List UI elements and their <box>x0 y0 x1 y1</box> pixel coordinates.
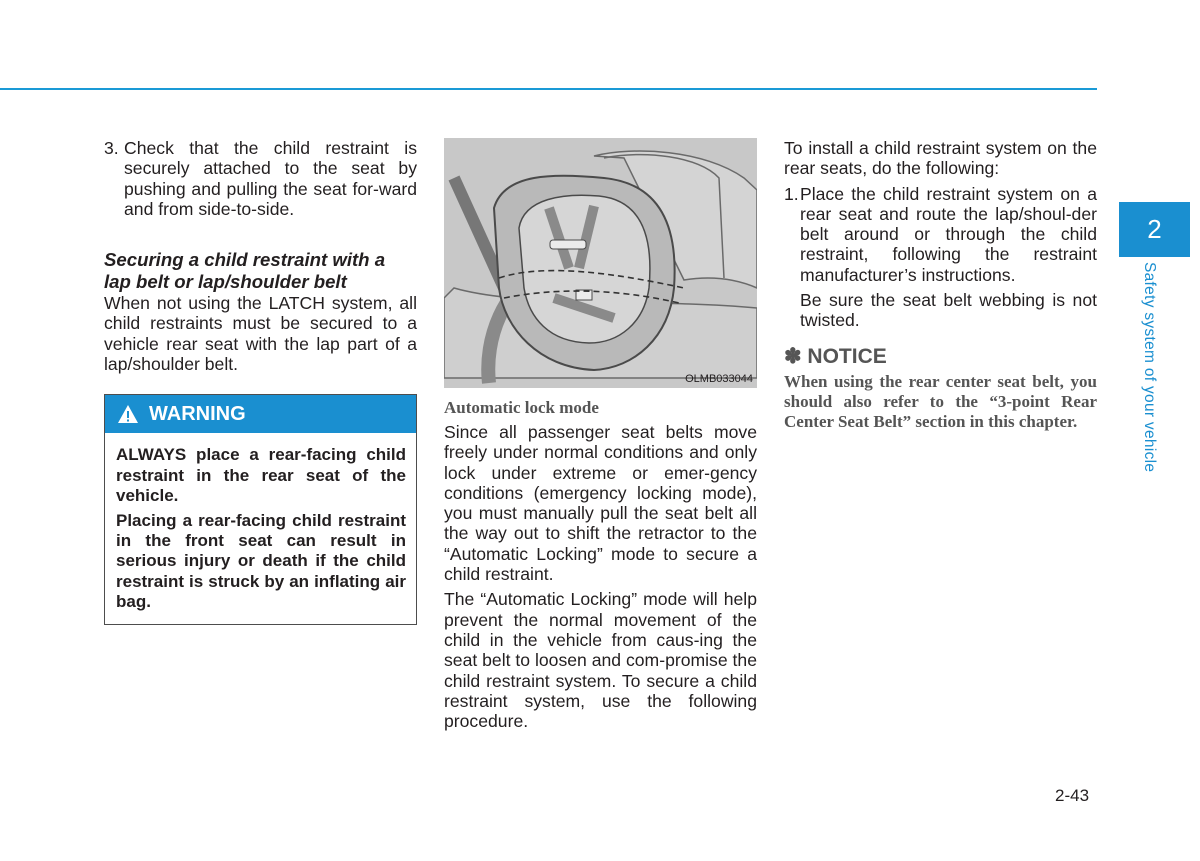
paragraph: To install a child restraint system on the rear seats, do the following: <box>784 138 1097 179</box>
warning-header <box>105 395 416 433</box>
warning-body <box>105 433 416 624</box>
column-1 <box>104 138 417 625</box>
warning-paragraph: ALWAYS place a rear-facing child restraint in the rear seat of the vehicle. <box>116 445 406 505</box>
page-number: 2-43 <box>1055 786 1090 805</box>
chapter-title-vertical <box>1141 262 1170 502</box>
paragraph: The “Automatic Locking” mode will help prevent the normal movement of the child in the vehicle from caus-ing the seat belt to loosen and com-promise the child restraint system. To secure a child restraint system, use the following procedure. <box>444 589 757 732</box>
figure-code: OLMB033044 <box>685 373 753 385</box>
step-note: Be sure the seat belt webbing is not twisted. <box>800 290 1097 331</box>
header-rule <box>0 88 1097 90</box>
chapter-title: Safety system of your vehicle <box>1141 262 1158 473</box>
child-seat-drawing <box>444 138 757 388</box>
section-heading: Securing a child restraint with a lap belt or lap/shoulder belt <box>104 249 386 293</box>
step-text: Check that the child restraint is securely attached to the seat by pushing and pulling the seat for-ward and from side-to-side. <box>124 138 417 219</box>
warning-triangle-icon <box>117 404 139 424</box>
warning-paragraph: Placing a rear-facing child restraint in the front seat can result in serious injury or death if the child restraint is struck by an inflating air bag. <box>116 510 406 611</box>
step-number: 1. <box>784 183 799 204</box>
step-3 <box>104 138 417 219</box>
paragraph: When not using the LATCH system, all child restraints must be secured to a vehicle rear seat with the lap part of a lap/shoulder belt. <box>104 293 417 375</box>
step-1 <box>784 184 1097 285</box>
chapter-tab <box>1119 202 1190 257</box>
column-3 <box>784 138 1097 432</box>
section-heading: Automatic lock mode <box>444 398 599 417</box>
warning-title: WARNING <box>149 403 246 426</box>
paragraph: Since all passenger seat belts move freely under normal conditions and only lock under extreme or emer-gency conditions (emergency locking mode), you must manually pull the seat belt all the way out to shift the retractor to the “Automatic Locking” mode to secure a child restraint. <box>444 422 757 585</box>
column-2 <box>444 138 757 731</box>
step-number: 3. <box>104 138 119 158</box>
chapter-number: 2 <box>1147 214 1162 244</box>
notice-title: ✽ NOTICE <box>784 344 887 368</box>
notice-text: When using the rear center seat belt, you should also refer to the “3-point Rear Center Seat Belt” section in this chapter. <box>784 371 1097 431</box>
warning-box <box>104 394 417 625</box>
step-text: Place the child restraint system on a rear seat and route the lap/shoul-der belt around or through the child restraint, following the restraint manufacturer’s instructions. <box>800 183 1097 285</box>
child-seat-illustration <box>444 138 757 388</box>
